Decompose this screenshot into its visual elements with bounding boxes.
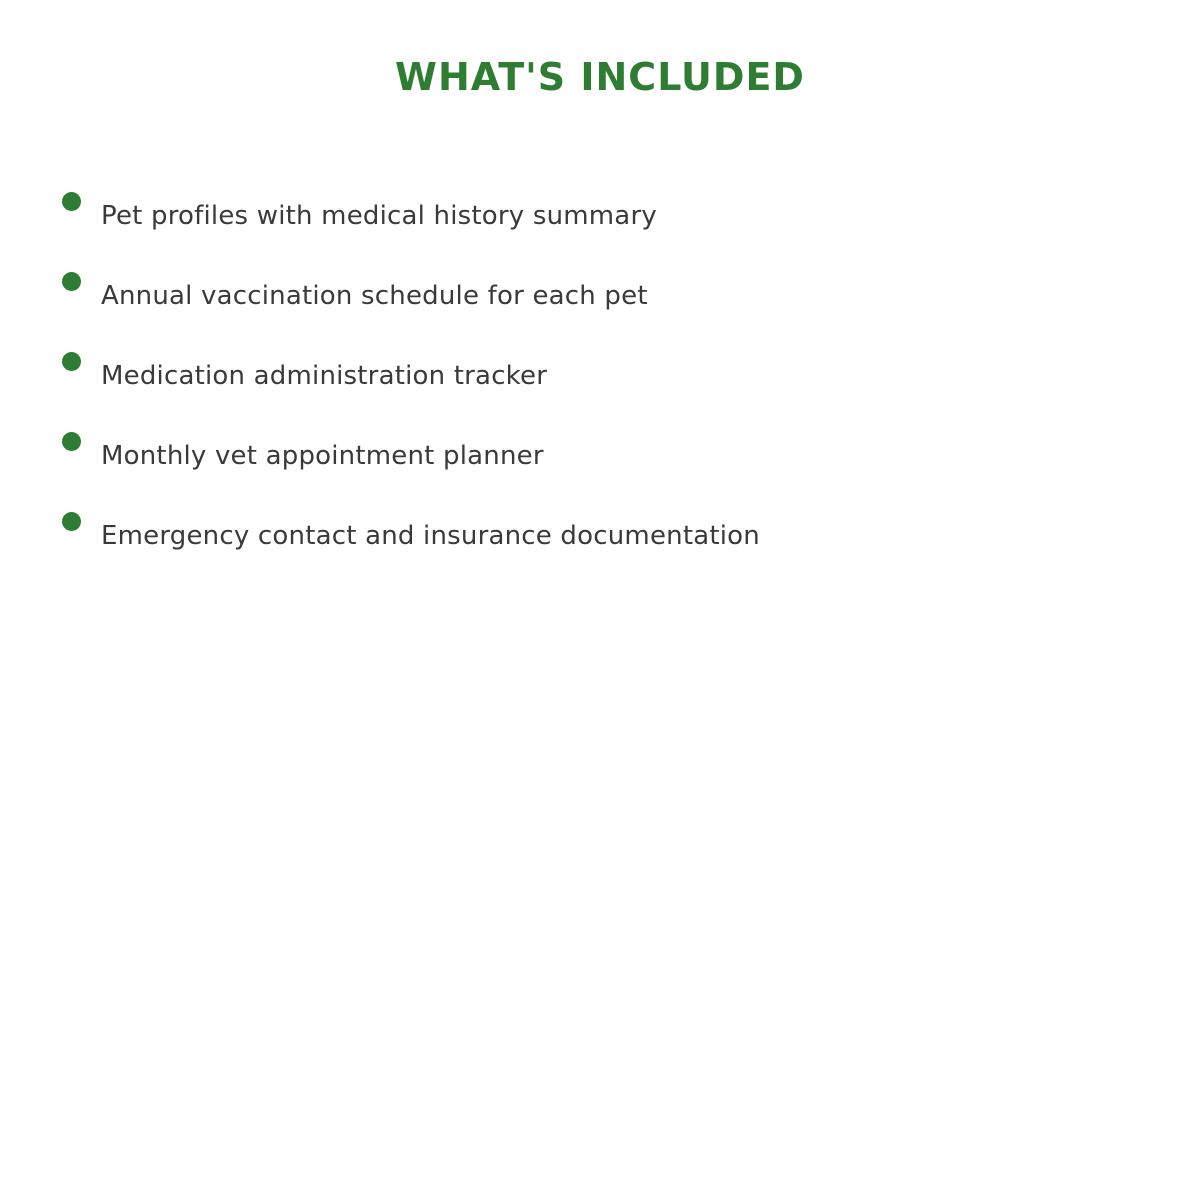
- list-item-label: Monthly vet appointment planner: [101, 441, 544, 471]
- bullet-icon: [62, 192, 81, 211]
- list-item-label: Medication administration tracker: [101, 361, 548, 391]
- list-item-label: Annual vaccination schedule for each pet: [101, 281, 648, 311]
- list-item: [0, 256, 1200, 336]
- bullet-icon: [62, 272, 81, 291]
- bullet-icon: [62, 352, 81, 371]
- list-item: [0, 336, 1200, 416]
- list-item: [0, 416, 1200, 496]
- list-item: [0, 176, 1200, 256]
- list-item-label: Pet profiles with medical history summary: [101, 201, 657, 231]
- page-title: WHAT'S INCLUDED: [395, 55, 805, 99]
- included-features-list: [0, 176, 1200, 576]
- bullet-icon: [62, 432, 81, 451]
- list-item-label: Emergency contact and insurance documentation: [101, 521, 760, 551]
- list-item: [0, 496, 1200, 576]
- bullet-icon: [62, 512, 81, 531]
